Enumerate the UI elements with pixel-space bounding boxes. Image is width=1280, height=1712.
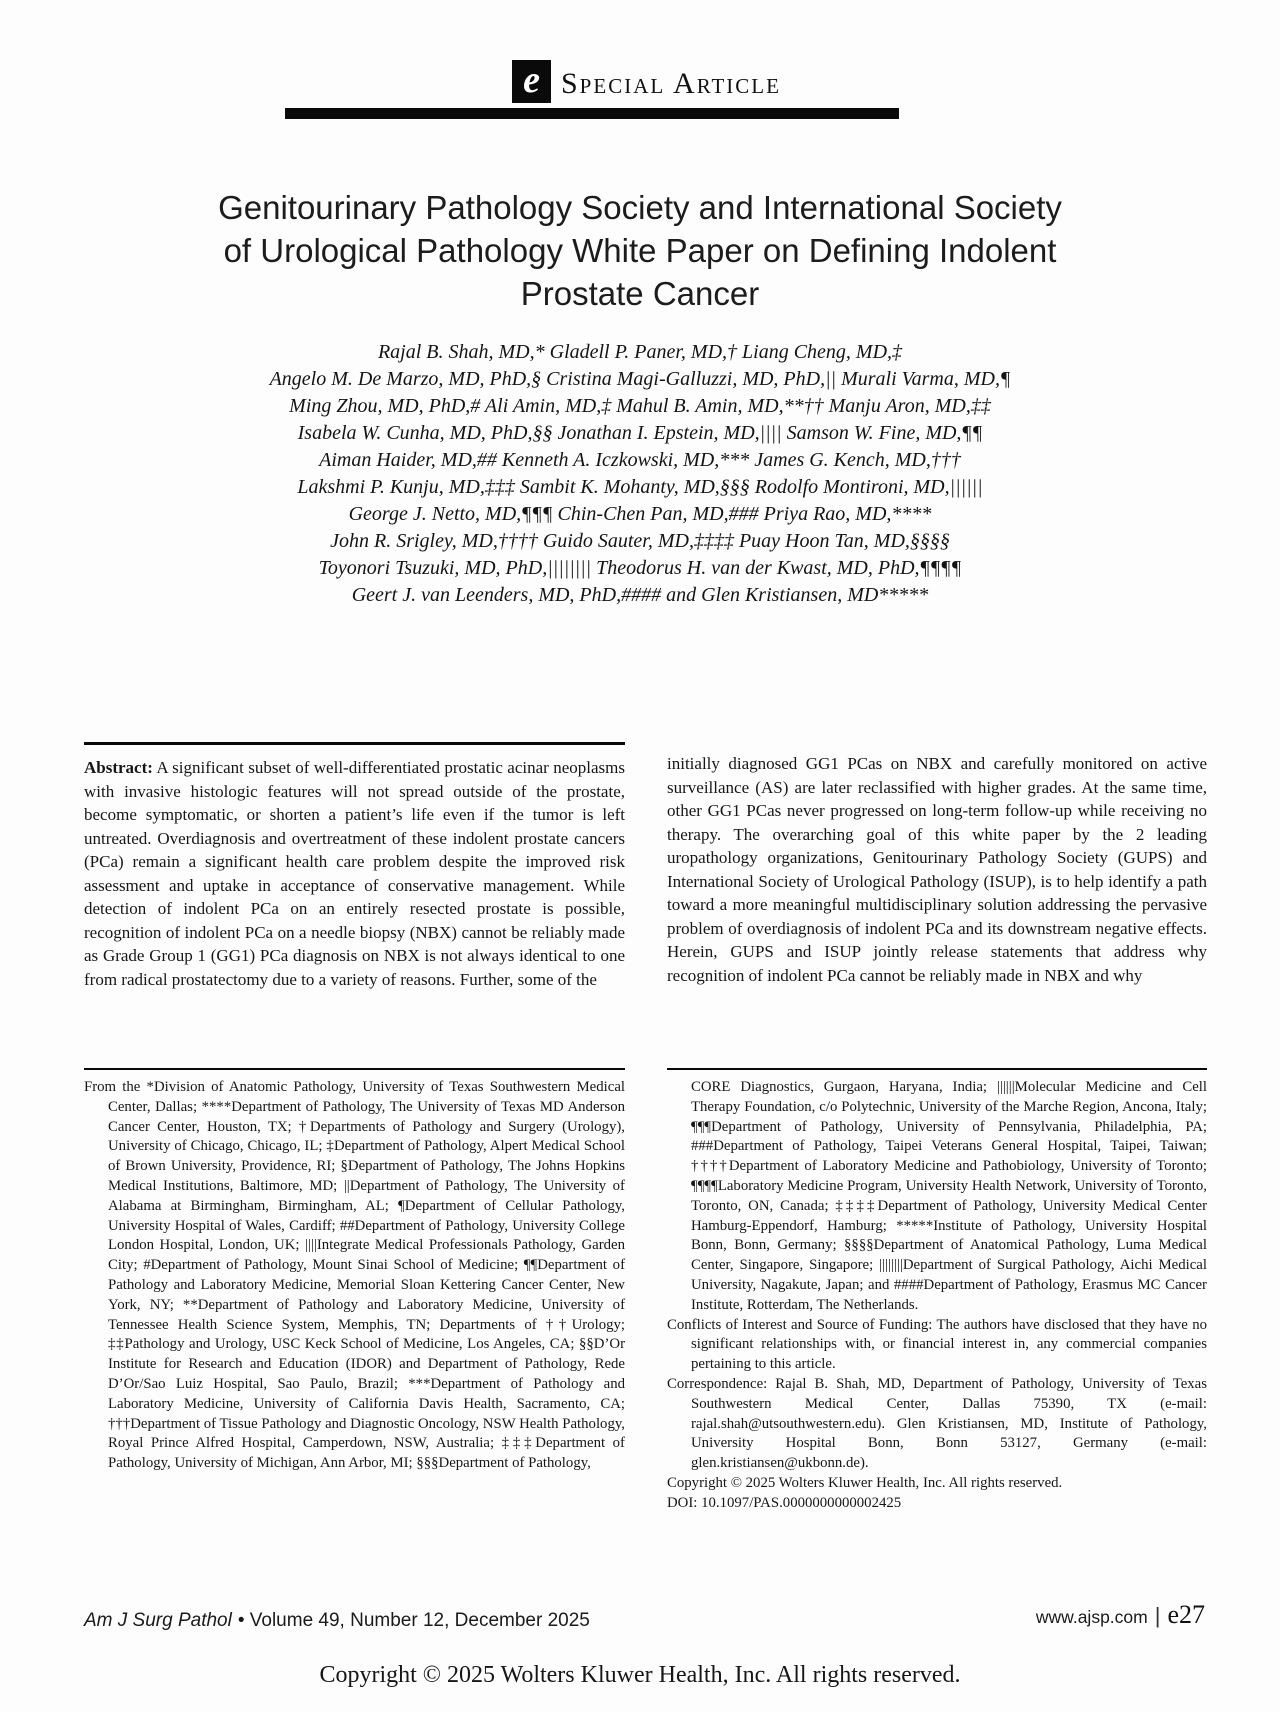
doi-note: DOI: 10.1097/PAS.0000000000002425 [667,1494,902,1511]
abstract-rule [84,742,625,745]
article-type-label: Special Article [561,67,781,100]
abstract-column-right [667,752,1207,987]
title-line: Genitourinary Pathology Society and International Society [218,189,1062,226]
journal-website: www.ajsp.com [1035,1607,1148,1627]
header-rule [285,108,899,119]
footnote-rule-right [667,1068,1207,1070]
copyright-note: Copyright © 2025 Wolters Kluwer Health, Inc. All rights reserved. [667,1474,1063,1491]
abstract-text-left: A significant subset of well-differentiated prostatic acinar neoplasms with invasive histologic features will not spread outside of the prostate, become symptomatic, or shorten a patient’s life even if the tumor is left untreated. Overdiagnosis and overtreatment of these indolent prostate cancers (PCa) remain a significant health care problem despite the improved risk assessment and uptake in acceptance of conservative management. While detection of indolent PCa on an entirely resected prostate is possible, recognition of indolent PCa on a needle biopsy (NBX) cannot be reliably made as Grade Group 1 (GG1) PCa diagnosis on NBX is not always identical to one from radical prostatectomy due to a variety of reasons. Further, some of the [84,758,625,989]
epub-logo-icon [512,60,551,103]
abstract-paragraph-right: initially diagnosed GG1 PCas on NBX and carefully monitored on active surveillance (AS) are later reclassified with higher grades. At the same time, other GG1 PCas never progressed on long-term follow-up while receiving no therapy. The overarching goal of this white paper by the 2 leading uropathology organizations, Genitourinary Pathology Society (GUPS) and International Society of Urological Pathology (ISUP), is to help identify a path toward a more meaningful multidisciplinary solution addressing the pervasive problem of overdiagnosis of indolent PCa and its downstream negative effects. Herein, GUPS and ISUP jointly release statements that address why recognition of indolent PCa cannot be reliably made in NBX and why [667,754,1207,985]
author-line: John R. Srigley, MD,†††† Guido Sauter, MD,‡‡‡‡ Puay Hoon Tan, MD,§§§§ [330,530,950,552]
author-line: Ming Zhou, MD, PhD,# Ali Amin, MD,‡ Mahul B. Amin, MD,**†† Manju Aron, MD,‡‡ [289,395,991,417]
affiliations-footnote-left: From the *Division of Anatomic Pathology, University of Texas Southwestern Medical Center, Dallas; ****Department of Pathology, The University of Texas MD Anderson Cancer Center, Houston, TX; †Departments of Pathology and Surgery (Urology), University of Chicago, Chicago, IL; ‡Department of Pathology, Alpert Medical School of Brown University, Providence, RI; §Department of Pathology, The Johns Hopkins Medical Institutions, Baltimore, MD; ||Department of Pathology, The University of Alabama at Birmingham, Birmingham, AL; ¶Department of Cellular Pathology, University Hospital of Wales, Cardiff; ##Department of Pathology, University College London Hospital, London, UK; ||||Integrate Medical Professionals Pathology, Garden City; #Department of Pathology, Mount Sinai School of Medicine; ¶¶Department of Pathology and Laboratory Medicine, Memorial Sloan Kettering Cancer Center, New York, NY; **Department of Pathology and Laboratory Medicine, University of Tennessee Health Science System, Memphis, TN; Departments of ††Urology; ‡‡Pathology and Urology, USC Keck School of Medicine, Los Angeles, CA; §§D’Or Institute for Research and Education (IDOR) and Department of Pathology, Rede D’Or/Sao Luiz Hospital, Sao Paulo, Brazil; ***Department of Pathology and Laboratory Medicine, University of California Davis Health, Sacramento, CA; †††Department of Tissue Pathology and Diagnostic Oncology, NSW Health Pathology, Royal Prince Alfred Hospital, Camperdown, NSW, Australia; ‡‡‡Department of Pathology, University of Michigan, Ann Arbor, MI; §§§Department of Pathology, [84,1079,625,1472]
author-line: Geert J. van Leenders, MD, PhD,#### and Glen Kristiansen, MD***** [351,584,929,606]
epub-logo-letter: e [523,58,540,101]
author-line: George J. Netto, MD,¶¶¶ Chin-Chen Pan, MD,### Priya Rao, MD,**** [348,503,932,525]
footer-separator: | [1154,1603,1161,1628]
issue-info: • Volume 49, Number 12, December 2025 [237,1610,590,1631]
author-line: Lakshmi P. Kunju, MD,‡‡‡ Sambit K. Mohanty, MD,§§§ Rodolfo Montironi, MD,|||||| [297,476,983,498]
author-line: Isabela W. Cunha, MD, PhD,§§ Jonathan I. Epstein, MD,|||| Samson W. Fine, MD,¶¶ [297,422,983,444]
article-title [0,186,1280,315]
author-line: Toyonori Tsuzuki, MD, PhD,|||||||| Theodorus H. van der Kwast, MD, PhD,¶¶¶¶ [318,557,962,579]
running-footer-right [1036,1600,1205,1630]
affiliations-footnote-right: CORE Diagnostics, Gurgaon, Haryana, India; ||||||Molecular Medicine and Cell Therapy Foundation, c/o Polytechnic, University of the Marche Region, Ancona, Italy; ¶¶¶Department of Pathology, University of Pennsylvania, Philadelphia, PA; ###Department of Pathology, Taipei Veterans General Hospital, Taipei, Taiwan; ††††Department of Laboratory Medicine and Pathobiology, University of Toronto; ¶¶¶¶Laboratory Medicine Program, University Health Network, University of Toronto, Toronto, ON, Canada; ‡‡‡‡Department of Pathology, University Medical Center Hamburg-Eppendorf, Hamburg; *****Institute of Pathology, University Hospital Bonn, Bonn, Germany; §§§§Department of Anatomical Pathology, Luma Medical Center, Singapore, Singapore; ||||||||Department of Surgical Pathology, Aichi Medical University, Nagakute, Japan; and ####Department of Pathology, Erasmus MC Cancer Institute, Rotterdam, The Netherlands. [691,1079,1207,1313]
page-number: e27 [1167,1600,1205,1629]
journal-name: Am J Surg Pathol [84,1610,232,1631]
author-line: Aiman Haider, MD,## Kenneth A. Iczkowski, MD,*** James G. Kench, MD,††† [319,449,961,471]
author-list [0,339,1280,609]
author-line: Angelo M. De Marzo, MD, PhD,§ Cristina Magi-Galluzzi, MD, PhD,|| Murali Varma, MD,¶ [269,368,1011,390]
conflicts-of-interest-note: Conflicts of Interest and Source of Funding: The authors have disclosed that they have no significant relationships with, or financial interest in, any commercial companies pertaining to this article. [667,1316,1207,1373]
correspondence-note: Correspondence: Rajal B. Shah, MD, Department of Pathology, University of Texas Southwestern Medical Center, Dallas 75390, TX (e-mail: rajal.shah@utsouthwestern.edu). Glen Kristiansen, MD, Institute of Pathology, University Hospital Bonn, Bonn 53127, Germany (e-mail: glen.kristiansen@ukbonn.de). [667,1375,1207,1472]
abstract-column-left [84,742,625,991]
title-line: Prostate Cancer [520,275,760,312]
footnote-rule-left [84,1068,625,1070]
footnote-column-right [667,1068,1207,1514]
author-line: Rajal B. Shah, MD,* Gladell P. Paner, MD,† Liang Cheng, MD,‡ [377,341,903,363]
title-line: of Urological Pathology White Paper on Defining Indolent [223,232,1057,269]
footnote-column-left [84,1068,625,1474]
running-footer-left [84,1610,590,1632]
abstract-label: Abstract: [84,758,153,777]
abstract-paragraph-left [84,756,625,991]
journal-brand [512,60,781,103]
bottom-copyright: Copyright © 2025 Wolters Kluwer Health, Inc. All rights reserved. [319,1662,961,1688]
